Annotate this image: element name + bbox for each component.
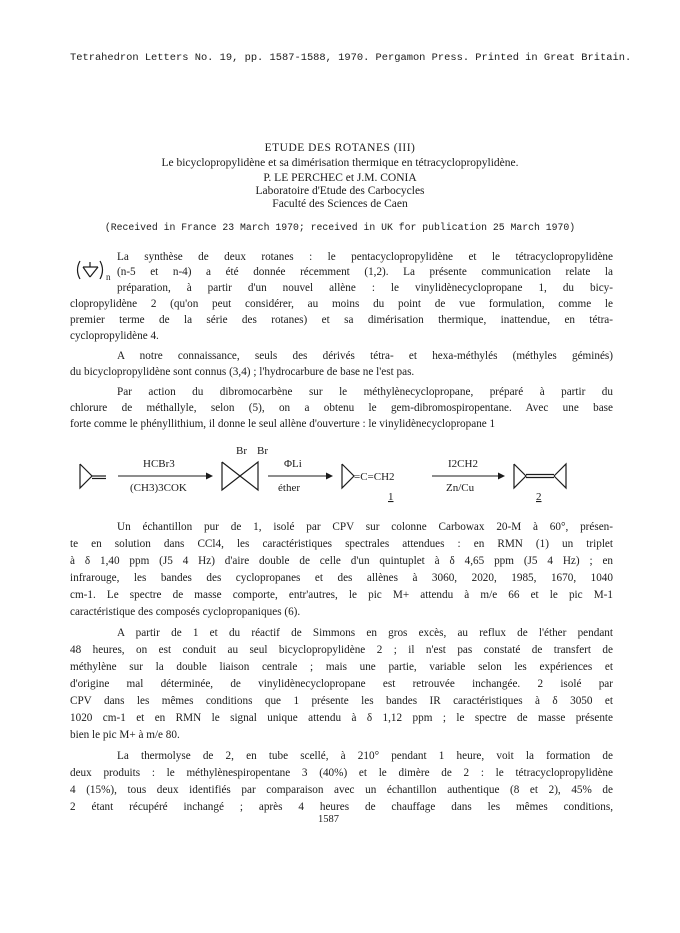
p4-line-3: à δ 1,40 ppm (J5 4 Hz) d'aire double de celle d'un quintuplet à δ 4,65 ppm (J5 4 Hz) ; en [70,555,613,567]
bromine-label-2: Br [257,445,268,457]
p4-line-4: infrarouge, les bandes des cyclopropanes et des allènes à 3060, 2020, 1985, 1670, 1040 [70,572,613,584]
p4-line-1: Un échantillon pur de 1, isolé par CPV sur colonne Carbowax 20-M à 60°, présen- [117,521,613,533]
article-title: ETUDE DES ROTANES (III) [264,142,416,154]
p1-line-2: (n-5 et n-4) a été donnée récemment (1,2). La présente communication relate la [117,266,613,278]
p5-line-2: 48 heures, on est conduit au seul bicyclopropylidène 2 ; il n'est pas constaté de transfert de [70,644,613,656]
p4-line-6: caractéristique des composés cyclopropaniques (6). [70,606,301,618]
p4-line-2: te en solution dans CCl4, les caractéristiques spectrales attendues : en RMN (1) un triplet [70,538,613,550]
p1-line-4: clopropylidène 2 (qu'on peut considérer, au moins du point de vue formulation, comme le [70,298,613,310]
p1-line-6: cyclopropylidène 4. [70,330,159,342]
faculty: Faculté des Sciences de Caen [272,198,408,210]
reagent-phli: ΦLi [284,458,302,470]
reaction-arrow-1 [118,458,213,494]
p5-line-3: méthylène sur la double liaison centrale ; mais une partie, variable selon les expériences et [70,661,613,673]
p5-line-4: d'origine mal déterminée, de vinylidènecyclopropane est retrouvée inchangée. 2 isolé par [70,678,613,690]
reaction-arrow-2 [268,458,333,494]
p2-line-1: A notre connaissance, seuls des dérivés tétra- et hexa-méthylés (méthyles géminés) [117,350,613,362]
dibromospiropentane-structure [222,445,268,490]
reagent-hcbr3: HCBr3 [143,458,175,470]
reagent-ch2i2: I2CH2 [448,458,478,470]
vinylidenecyclopropane-structure [342,464,395,503]
laboratory: Laboratoire d'Etude des Carbocycles [255,185,425,197]
p1-line-3: préparation, à partir d'un nouvel allène : le vinylidènecyclopropane 1, du bicy- [117,282,613,294]
journal-citation: Tetrahedron Letters No. 19, pp. 1587-1588, 1970. Pergamon Press. Printed in Great Britain. [70,52,632,64]
reagent-ether: éther [278,482,300,494]
methylenecyclopropane-structure [80,464,106,488]
p5-line-6: 1020 cm-1 et en RMN le signal unique attendu à δ 1,12 ppm ; le spectre de masse présente [70,712,613,724]
p6-line-3: 4 (15%), tous deux identifiés par comparaison avec un échantillon authentique (8 et 2), 45% de [70,784,613,796]
p5-line-1: A partir de 1 et du réactif de Simmons en gros excès, au reflux de l'éther pendant [117,627,613,639]
bromine-label-1: Br [236,445,247,457]
p5-line-7: bien le pic M+ à m/e 80. [70,729,180,741]
p6-line-2: deux produits : le méthylènespiropentane 3 (40%) et le dimère de 2 : le tétracyclopropylidène [70,767,613,779]
p1-line-1: La synthèse de deux rotanes : le pentacyclopropylidène et le tétracyclopropylidène [117,251,613,263]
compound-label-1: 1 [388,491,394,503]
reagent-zncu: Zn/Cu [446,482,475,494]
reaction-arrow-3 [432,458,505,494]
reagent-tbuok: (CH3)3COK [130,482,187,494]
compound-label-2: 2 [536,491,542,503]
p6-line-1: La thermolyse de 2, en tube scellé, à 210° pendant 1 heure, voit la formation de [117,750,613,762]
rotane-formula-icon [74,258,118,282]
reaction-scheme [70,440,630,510]
authors: P. LE PERCHEC et J.M. CONIA [263,172,417,184]
p3-line-3: forte comme le phényllithium, il donne le seul allène d'ouverture : le vinylidènecyclopropane 1 [70,418,496,430]
p4-line-5: cm-1. Le spectre de masse comporte, entr'autres, le pic M+ attendu à m/e 66 et le pic M-1 [70,589,613,601]
p2-line-2: du bicyclopropylidène sont connus (3,4) ; l'hydrocarbure de base ne l'est pas. [70,366,415,378]
p3-line-1: Par action du dibromocarbène sur le méthylènecyclopropane, préparé à partir du [117,386,613,398]
page-number: 1587 [318,814,339,825]
p1-line-5: premier terme de la série des rotanes) et sa dimérisation thermique, inattendue, en tétra- [70,314,613,326]
article-subtitle: Le bicyclopropylidène et sa dimérisation thermique en tétracyclopropylidène. [161,157,519,169]
received-dates: (Received in France 23 March 1970; received in UK for publication 25 March 1970) [104,222,576,233]
p3-line-2: chlorure de méthallyle, selon (5), on a obtenu le gem-dibromospiropentane. Avec une base [70,402,613,414]
p6-line-4: 2 étant récupéré inchangé ; après 4 heures de chauffage dans les mêmes conditions, [70,801,613,813]
formula-subscript-n: n [106,272,111,282]
allene-formula: =C=CH2 [354,471,395,483]
bicyclopropylidene-structure [514,464,566,503]
p5-line-5: CPV dans les mêmes conditions que 1 présente les bandes IR caractéristiques à δ 3050 et [70,695,613,707]
